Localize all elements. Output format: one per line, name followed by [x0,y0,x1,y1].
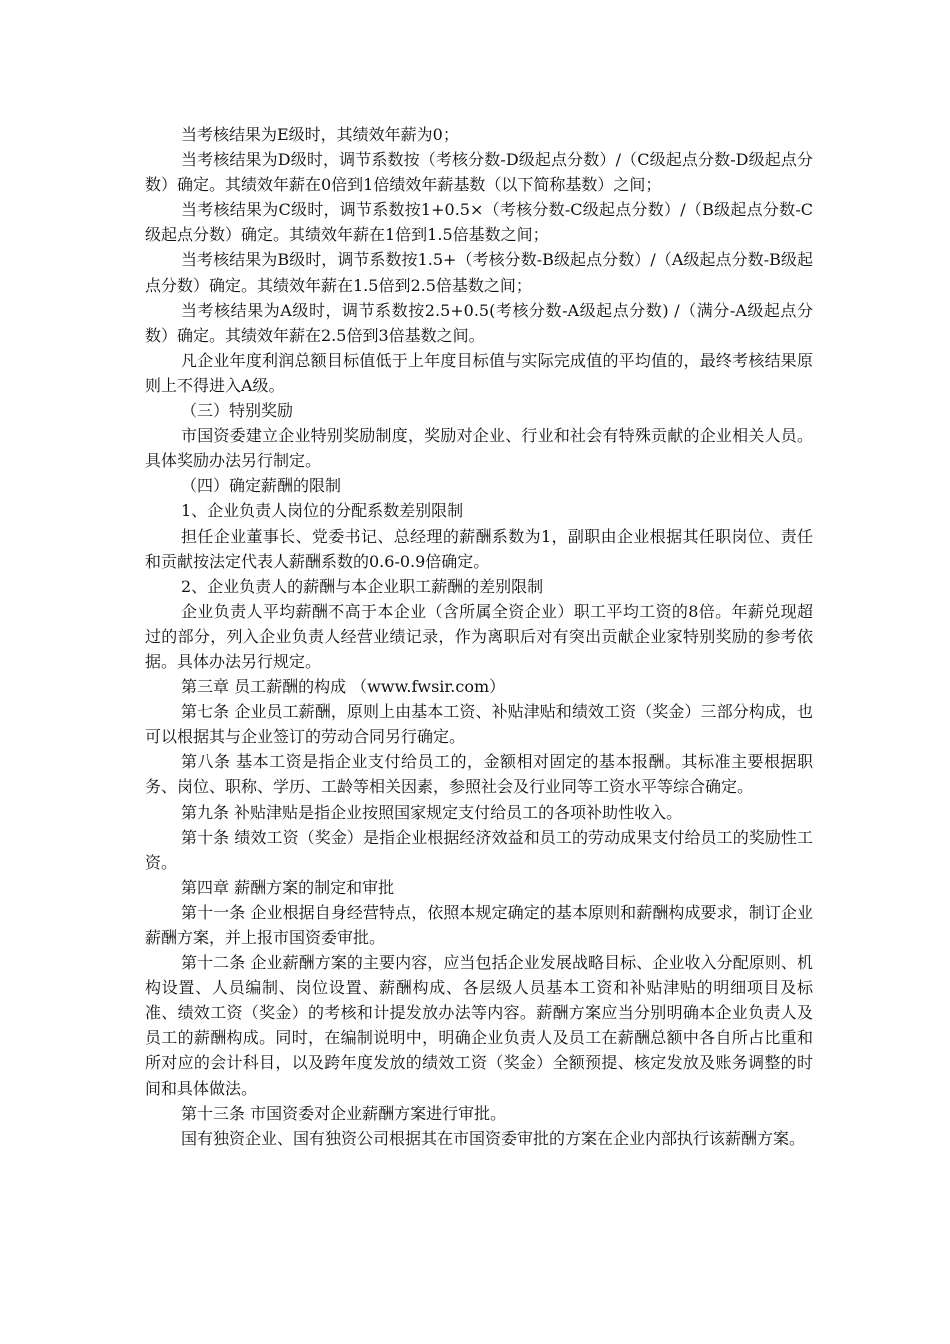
paragraph-employee-gap-limit: 企业负责人平均薪酬不高于本企业（含所属全资企业）职工平均工资的8倍。年薪兑现超过的部分，列入企业负责人经营业绩记录，作为离职后对有突出贡献企业家特别奖励的参考依据。具体办法另行规定。 [145,601,813,671]
article-12: 第十二条 企业薪酬方案的主要内容，应当包括企业发展战略目标、企业收入分配原则、机构设置、人员编制、岗位设置、薪酬构成、各层级人员基本工资和补贴津贴的明细项目及标准、绩效工资（奖金）的考核和计提发放办法等内容。薪酬方案应当分别明确本企业负责人及员工的薪酬构成。同时，在编制说明中，明确企业负责人及员工在薪酬总额中各自所占比重和所对应的会计科目，以及跨年度发放的绩效工资（奖金）全额预提、核定发放及账务调整的时间和具体做法。 [145,953,813,1098]
article-8: 第八条 基本工资是指企业支付给员工的，金额相对固定的基本报酬。其标准主要根据职务、岗位、职称、学历、工龄等相关因素，参照社会及行业同等工资水平等综合确定。 [145,752,813,797]
subheading-employee-gap-limit: 2、企业负责人的薪酬与本企业职工薪酬的差别限制 [181,576,544,596]
article-13: 第十三条 市国资委对企业薪酬方案进行审批。 [181,1103,507,1123]
chapter-heading-3: 第三章 员工薪酬的构成 （www.fwsir.com） [181,677,506,697]
paragraph-d-grade: 当考核结果为D级时，调节系数按（考核分数-D级起点分数）/（C级起点分数-D级起点分数）确定。其绩效年薪在0倍到1倍绩效年薪基数（以下简称基数）之间； [145,150,813,195]
paragraph-coefficient-limit: 担任企业董事长、党委书记、总经理的薪酬系数为1，副职由企业根据其任职岗位、责任和贡献按法定代表人薪酬系数的0.6-0.9倍确定。 [145,526,813,571]
article-9: 第九条 补贴津贴是指企业按照国家规定支付给员工的各项补助性收入。 [181,802,683,822]
paragraph-c-grade: 当考核结果为C级时，调节系数按1+0.5×（考核分数-C级起点分数）/（B级起点分数-C级起点分数）确定。其绩效年薪在1倍到1.5倍基数之间； [145,200,813,245]
article-10: 第十条 绩效工资（奖金）是指企业根据经济效益和员工的劳动成果支付给员工的奖励性工资。 [145,827,813,872]
article-11: 第十一条 企业根据自身经营特点，依照本规定确定的基本原则和薪酬构成要求，制订企业薪酬方案，并上报市国资委审批。 [145,902,813,947]
paragraph-e-grade: 当考核结果为E级时，其绩效年薪为0； [181,125,459,144]
document-body [145,122,813,1151]
subheading-coefficient-limit: 1、企业负责人岗位的分配系数差别限制 [181,501,464,521]
chapter-heading-4: 第四章 薪酬方案的制定和审批 [181,877,395,897]
paragraph-b-grade: 当考核结果为B级时，调节系数按1.5+（考核分数-B级起点分数）/（A级起点分数-B级起点分数）确定。其绩效年薪在1.5倍到2.5倍基数之间； [145,250,813,295]
paragraph-a-grade: 当考核结果为A级时，调节系数按2.5+0.5(考核分数-A级起点分数) /（满分-A级起点分数）确定。其绩效年薪在2.5倍到3倍基数之间。 [145,300,813,345]
paragraph-profit-limit: 凡企业年度利润总额目标值低于上年度目标值与实际完成值的平均值的，最终考核结果原则上不得进入A级。 [145,350,813,395]
section-heading-special-reward: （三）特别奖励 [181,401,294,421]
paragraph-special-reward: 市国资委建立企业特别奖励制度，奖励对企业、行业和社会有特殊贡献的企业相关人员。具体奖励办法另行制定。 [145,426,813,471]
article-7: 第七条 企业员工薪酬，原则上由基本工资、补贴津贴和绩效工资（奖金）三部分构成，也可以根据其与企业签订的劳动合同另行确定。 [145,702,813,747]
section-heading-salary-limits: （四）确定薪酬的限制 [181,476,342,496]
paragraph-state-owned-execution: 国有独资企业、国有独资公司根据其在市国资委审批的方案在企业内部执行该薪酬方案。 [181,1128,806,1148]
